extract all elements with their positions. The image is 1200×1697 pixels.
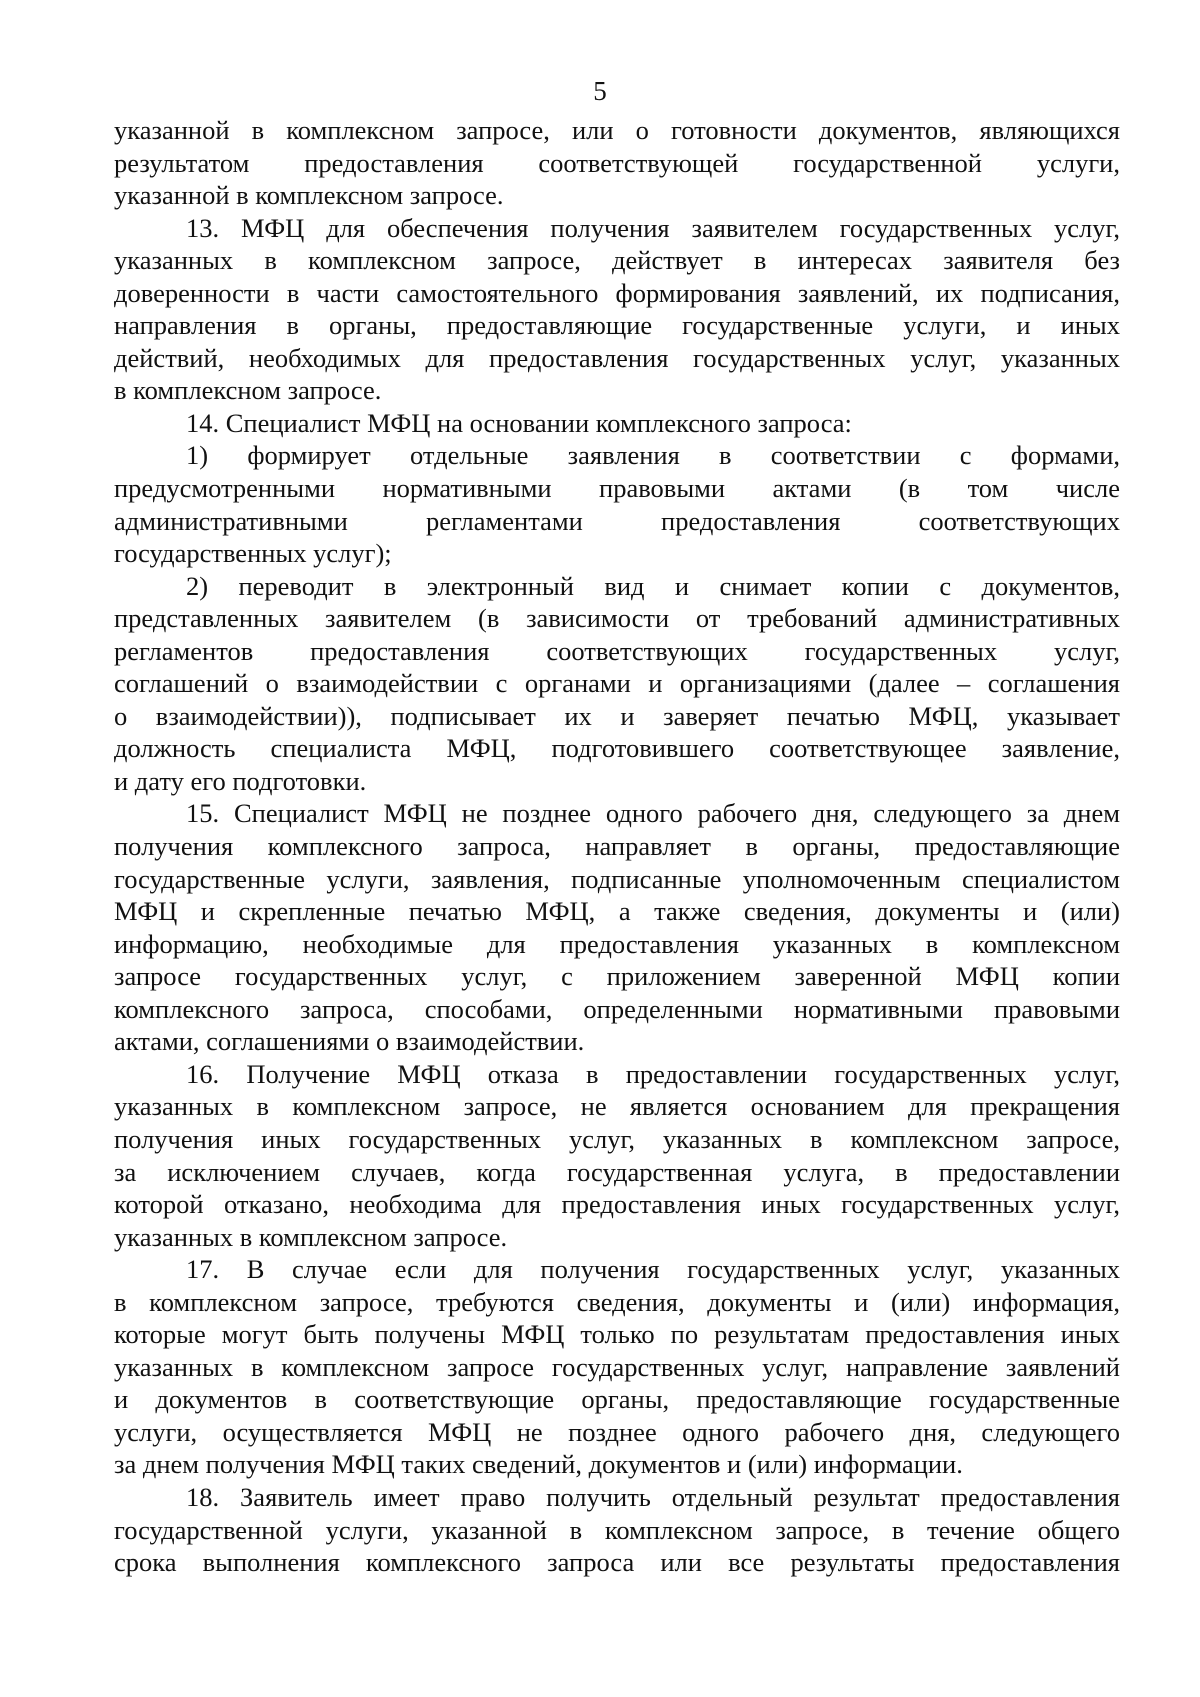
text-line: представленных заявителем (в зависимости от требований административных [114, 603, 1120, 634]
text-line: МФЦ и скрепленные печатью МФЦ, а также сведения, документы и (или) [114, 896, 1120, 927]
document-body [114, 114, 1120, 1579]
text-line: должность специалиста МФЦ, подготовившего соответствующее заявление, [114, 733, 1120, 764]
text-line: направления в органы, предоставляющие государственные услуги, и иных [114, 310, 1120, 341]
text-line: за днем получения МФЦ таких сведений, документов и (или) информации. [114, 1449, 963, 1480]
text-line: 17. В случае если для получения государственных услуг, указанных [186, 1254, 1120, 1285]
text-line: указанной в комплексном запросе, или о готовности документов, являющихся [114, 115, 1120, 145]
text-line: указанных в комплексном запросе государственных услуг, направление заявлений [114, 1351, 1120, 1382]
text-line: регламентов предоставления соответствующих государственных услуг, [114, 635, 1120, 666]
text-line: получения иных государственных услуг, указанных в комплексном запросе, [114, 1123, 1120, 1154]
text-line: указанных в комплексном запросе, не является основанием для прекращения [114, 1091, 1120, 1122]
text-line: актами, соглашениями о взаимодействии. [114, 1026, 585, 1057]
text-line: 1) формирует отдельные заявления в соответствии с формами, [186, 440, 1120, 471]
text-line: 15. Специалист МФЦ не позднее одного рабочего дня, следующего за днем [186, 798, 1120, 829]
text-line: указанных в комплексном запросе, действует в интересах заявителя без [114, 245, 1120, 276]
text-line: и дату его подготовки. [114, 765, 367, 796]
text-line: за исключением случаев, когда государственная услуга, в предоставлении [114, 1156, 1120, 1187]
text-line: срока выполнения комплексного запроса или все результаты предоставления [114, 1547, 1120, 1578]
text-line: административными регламентами предоставления соответствующих [114, 505, 1120, 536]
text-line: 18. Заявитель имеет право получить отдельный результат предоставления [186, 1481, 1120, 1512]
text-line: соглашений о взаимодействии с органами и организациями (далее – соглашения [114, 668, 1120, 699]
text-line: государственные услуги, заявления, подписанные уполномоченным специалистом [114, 863, 1120, 894]
text-line: 2) переводит в электронный вид и снимает копии с документов, [186, 570, 1120, 601]
text-line: доверенности в части самостоятельного формирования заявлений, их подписания, [114, 277, 1120, 308]
text-line: получения комплексного запроса, направляет в органы, предоставляющие [114, 831, 1120, 862]
text-line: услуги, осуществляется МФЦ не позднее одного рабочего дня, следующего [114, 1416, 1120, 1447]
text-line: в комплексном запросе, требуются сведения, документы и (или) информация, [114, 1286, 1120, 1317]
text-line: и документов в соответствующие органы, предоставляющие государственные [114, 1384, 1120, 1415]
text-line: которой отказано, необходима для предоставления иных государственных услуг, [114, 1189, 1120, 1220]
text-line: результатом предоставления соответствующей государственной услуги, [114, 147, 1120, 178]
text-line: предусмотренными нормативными правовыми актами (в том числе [114, 473, 1120, 504]
text-line: 16. Получение МФЦ отказа в предоставлении государственных услуг, [186, 1058, 1120, 1089]
text-line: указанной в комплексном запросе. [114, 180, 504, 211]
text-line: информацию, необходимые для предоставления указанных в комплексном [114, 928, 1120, 959]
text-line: указанных в комплексном запросе. [114, 1221, 508, 1252]
text-line: 14. Специалист МФЦ на основании комплексного запроса: [186, 407, 852, 438]
text-line: комплексного запроса, способами, определенными нормативными правовыми [114, 993, 1120, 1024]
text-line: которые могут быть получены МФЦ только по результатам предоставления иных [114, 1319, 1120, 1350]
page-number: 5 [593, 76, 607, 106]
text-line: о взаимодействии)), подписывает их и заверяет печатью МФЦ, указывает [114, 700, 1120, 731]
text-line: в комплексном запросе. [114, 375, 382, 406]
text-line: государственной услуги, указанной в комплексном запросе, в течение общего [114, 1514, 1120, 1545]
text-line: 13. МФЦ для обеспечения получения заявителем государственных услуг, [186, 212, 1120, 243]
text-line: государственных услуг); [114, 538, 392, 569]
text-line: запросе государственных услуг, с приложением заверенной МФЦ копии [114, 961, 1120, 992]
text-line: действий, необходимых для предоставления государственных услуг, указанных [114, 342, 1120, 373]
